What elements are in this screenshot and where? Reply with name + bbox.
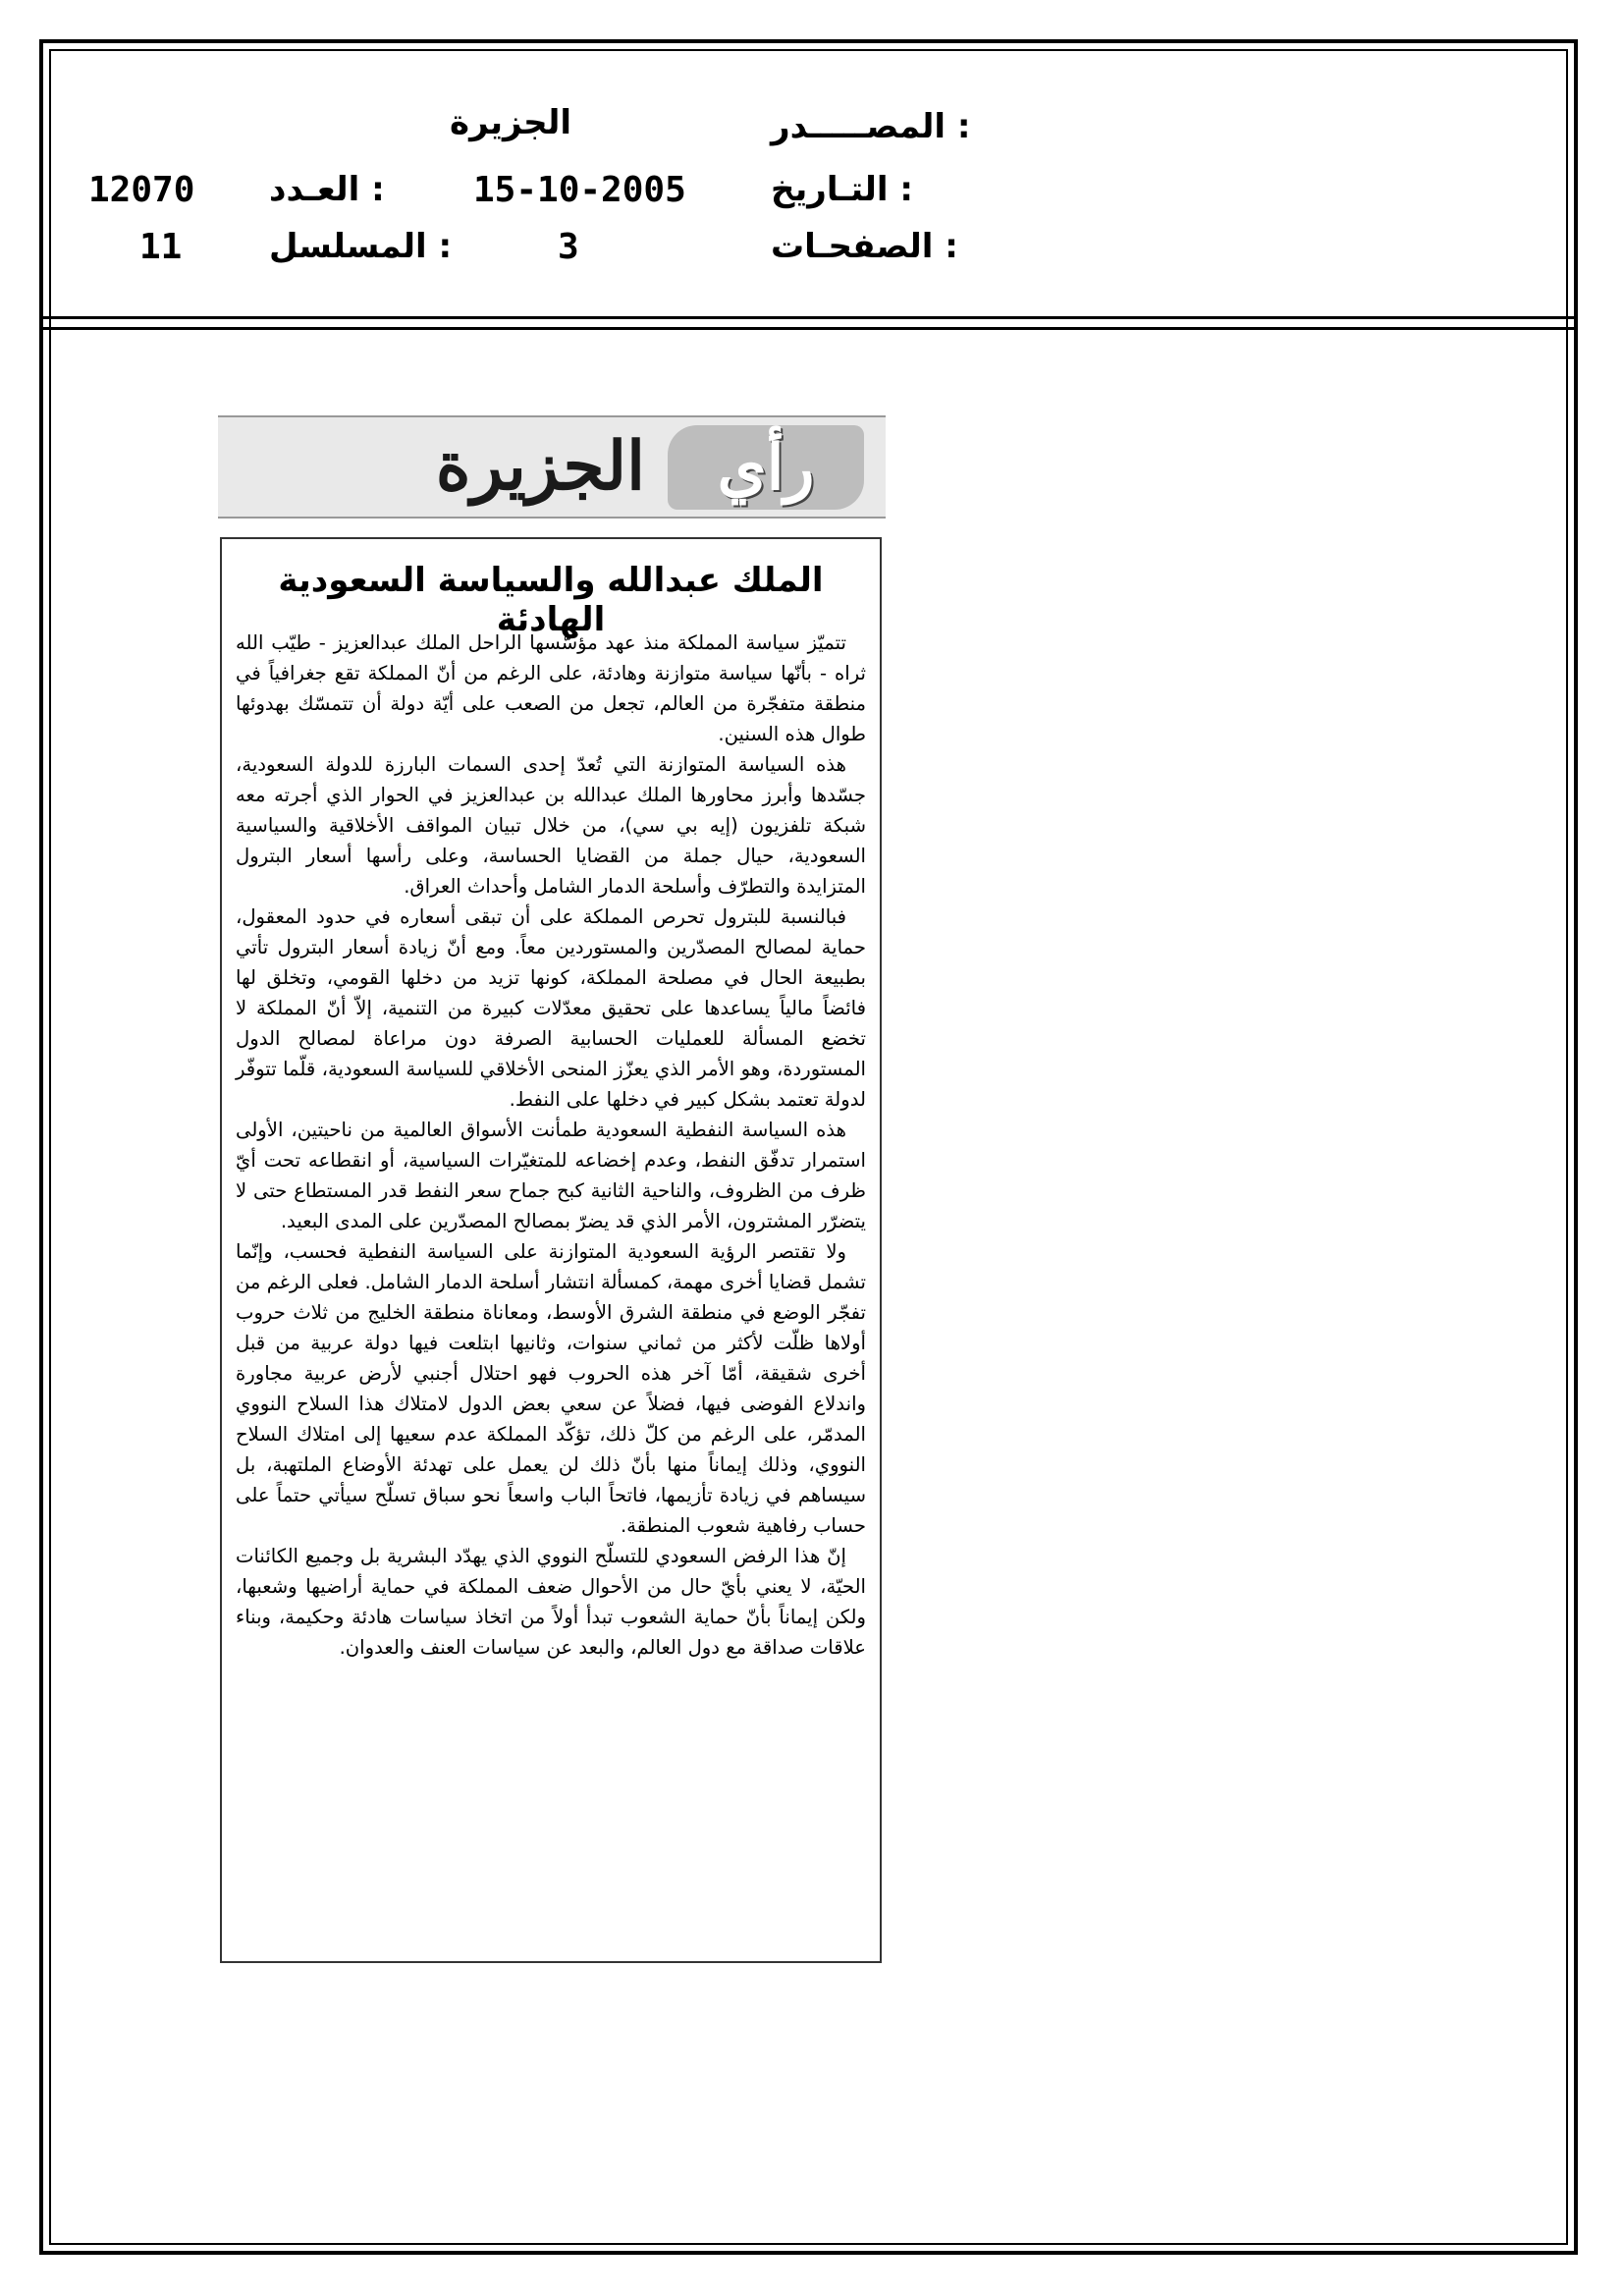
serial-value: 11 <box>139 227 183 267</box>
newspaper-clipping <box>218 415 886 1967</box>
header-divider-top <box>39 316 1578 319</box>
masthead-banner <box>218 415 886 519</box>
date-label: التـاريخ : <box>771 170 913 209</box>
article-paragraph: فبالنسبة للبترول تحرص المملكة على أن تبقى أسعاره في حدود المعقول، حماية لمصالح المصدّرين والمستوردين معاً. ومع أنّ زيادة أسعار البترول تأتي بطبيعة الحال في مصلحة المملكة، كونها تزيد من دخلها القومي، وتخلق لها فائضاً مالياً يساعدها على تحقيق معدّلات كبيرة من التنمية، إلاّ أنّ المملكة لا تخضع المسألة للعمليات الحسابية الصرفة دون مراعاة لمصالح الدول المستوردة، وهو الأمر الذي يعزّز المنحى الأخلاقي للسياسة السعودية، قلّما تتوفّر لدولة تعتمد بشكل كبير في دخلها على النفط. <box>236 905 866 1111</box>
issue-value: 12070 <box>88 170 195 210</box>
source-label: المصـــــدر : <box>771 107 971 146</box>
article-box <box>220 537 882 1963</box>
pages-value: 3 <box>558 227 579 267</box>
article-paragraph: إنّ هذا الرفض السعودي للتسلّح النووي الذي يهدّد البشرية بل وجميع الكائنات الحيّة، لا يعني بأيّ حال من الأحوال ضعف المملكة في حماية أراضيها وشعبها، ولكن إيماناً بأنّ حماية الشعوب تبدأ أولاً من اتخاذ سياسات هادئة وحكيمة، وبناء علاقات صداقة مع دول العالم، والبعد عن سياسات العنف والعدوان. <box>236 1545 866 1659</box>
header-divider-bottom <box>39 327 1578 330</box>
article-paragraph: ولا تقتصر الرؤية السعودية المتوازنة على السياسة النفطية فحسب، وإنّما تشمل قضايا أخرى مهمة، كمسألة انتشار أسلحة الدمار الشامل. فعلى الرغم من تفجّر الوضع في منطقة الشرق الأوسط، ومعاناة منطقة الخليج من ثلاث حروب أولاها ظلّت لأكثر من ثماني سنوات، وثانيها ابتلعت فيها دولة عربية من قبل أخرى شقيقة، أمّا آخر هذه الحروب فهو احتلال أجنبي لأرض عربية مجاورة واندلاع الفوضى فيها، فضلاً عن سعي بعض الدول لامتلاك هذا السلاح النووي المدمّر، على الرغم من كلّ ذلك، تؤكّد المملكة عدم سعيها إلى امتلاك السلاح النووي، وذلك إيماناً منها بأنّ ذلك لن يعمل على تهدئة الأوضاع الملتهبة، بل سيساهم في زيادة تأزيمها، فاتحاً الباب واسعاً نحو سباق تسلّح سيأتي حتماً على حساب رفاهية شعوب المنطقة. <box>236 1240 866 1537</box>
masthead-newspaper-name: الجزيرة <box>435 427 645 506</box>
article-headline: الملك عبدالله والسياسة السعودية الهادئة <box>278 561 824 639</box>
source-value: الجزيرة <box>450 103 572 142</box>
article-paragraph: هذه السياسة المتوازنة التي تُعدّ إحدى السمات البارزة للدولة السعودية، جسّدها وأبرز محاورها الملك عبدالله بن عبدالعزيز في الحوار الذي أجرته معه شبكة تلفزيون (إيه بي سي)، من خلال تبيان المواقف الأخلاقية والسياسية السعودية، حيال جملة من القضايا الحساسة، وعلى رأسها أسعار البترول المتزايدة والتطرّف وأسلحة الدمار الشامل وأحداث العراق. <box>236 753 866 898</box>
issue-label: العـدد : <box>269 170 385 209</box>
pages-label: الصفحـات : <box>771 227 958 266</box>
serial-label: المسلسل : <box>269 227 453 266</box>
masthead-opinion-logo: رأي <box>668 425 864 510</box>
article-paragraph: تتميّز سياسة المملكة منذ عهد مؤسّسها الراحل الملك عبدالعزيز - طيّب الله ثراه - بأنّها سياسة متوازنة وهادئة، على الرغم من أنّ المملكة تقع جغرافياً في منطقة متفجّرة من العالم، تجعل من الصعب على أيّة دولة أن تتمسّك بهدوئها طوال هذه السنين. <box>236 631 866 745</box>
article-paragraph: هذه السياسة النفطية السعودية طمأنت الأسواق العالمية من ناحيتين، الأولى استمرار تدفّق النفط، وعدم إخضاعه للمتغيّرات السياسية، أو انقطاعه تحت أيّ ظرف من الظروف، والناحية الثانية كبح جماح سعر النفط قدر المستطاع حتى لا يتضرّر المشترون، الأمر الذي قد يضرّ بمصالح المصدّرين على المدى البعيد. <box>236 1119 866 1232</box>
article-body <box>236 628 866 1663</box>
date-value: 15-10-2005 <box>473 170 686 210</box>
